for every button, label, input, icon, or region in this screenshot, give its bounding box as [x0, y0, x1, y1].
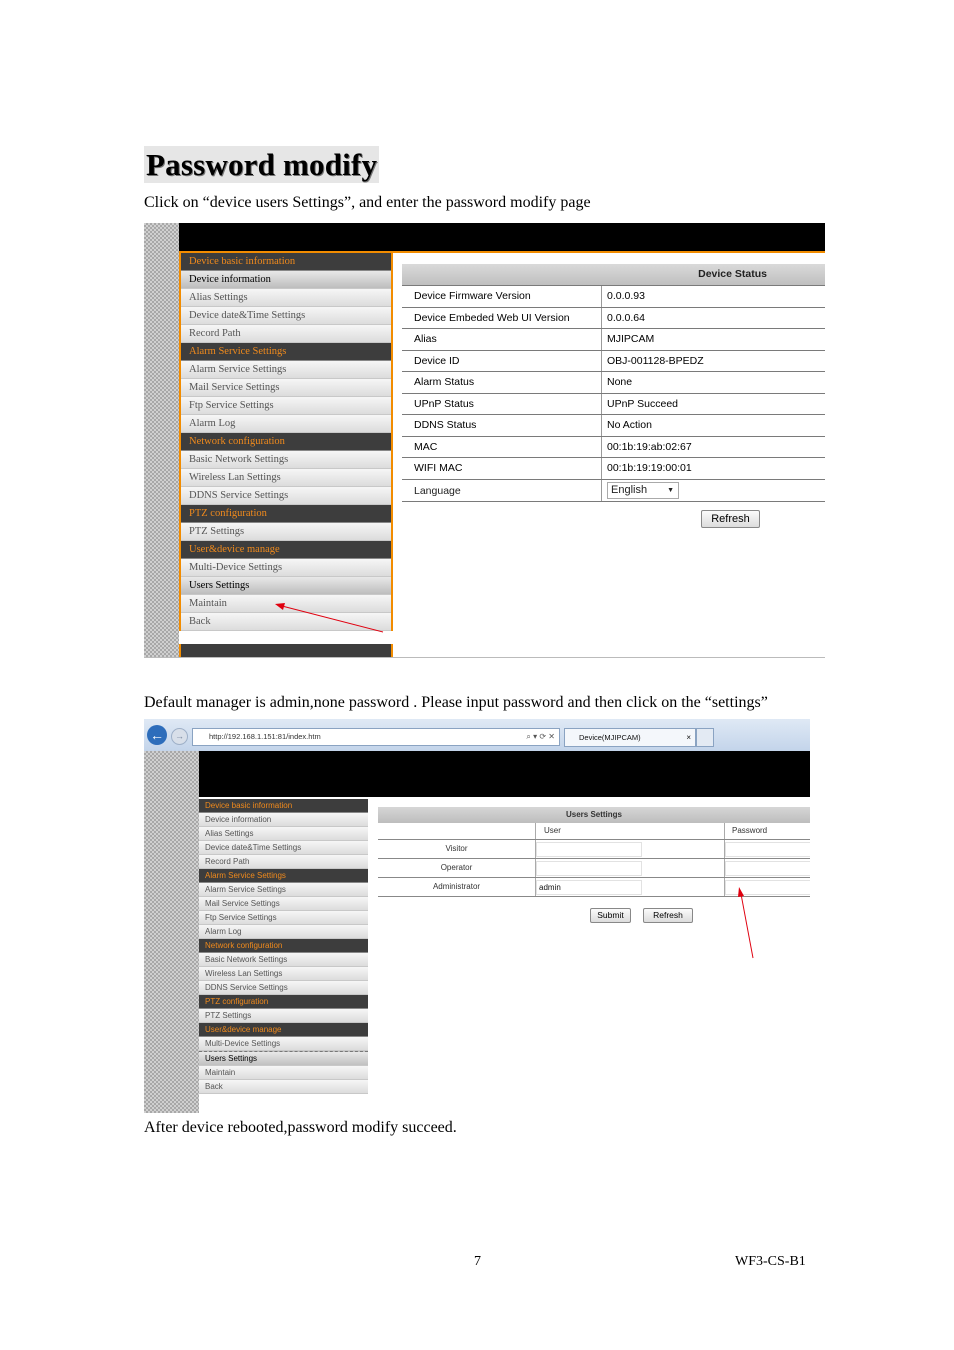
annotation-arrow: [144, 223, 825, 657]
menu-item[interactable]: Wireless Lan Settings: [181, 469, 391, 487]
status-key: DDNS Status: [414, 419, 477, 431]
menu-section-header[interactable]: Network configuration: [181, 433, 391, 451]
status-value: 0.0.0.64: [607, 311, 645, 324]
close-tab-icon[interactable]: ×: [686, 733, 691, 742]
menu-item[interactable]: Multi-Device Settings: [181, 559, 391, 577]
menu-item[interactable]: Alarm Log: [181, 415, 391, 433]
status-title: Device Status: [402, 264, 825, 286]
menu-section-header[interactable]: PTZ configuration: [199, 995, 368, 1009]
menu-item[interactable]: Alarm Service Settings: [199, 883, 368, 897]
menu-item[interactable]: Ftp Service Settings: [181, 397, 391, 415]
menu-item[interactable]: Device date&Time Settings: [181, 307, 391, 325]
after-text: After device rebooted,password modify succeed.: [144, 1119, 457, 1136]
menu-item[interactable]: Alias Settings: [199, 827, 368, 841]
menu-item[interactable]: PTZ Settings: [199, 1009, 368, 1023]
menu-item[interactable]: Multi-Device Settings: [199, 1037, 368, 1051]
search-refresh-stop-icons[interactable]: ⌕ ▾ ⟳ ✕: [526, 732, 555, 741]
intro-text: Click on “device users Settings”, and enter the password modify page: [144, 194, 591, 211]
menu-section-header[interactable]: Alarm Service Settings: [181, 343, 391, 361]
back-arrow-icon[interactable]: ←: [147, 725, 167, 745]
menu-item[interactable]: Mail Service Settings: [199, 897, 368, 911]
status-key: Alarm Status: [414, 376, 475, 388]
menu-section-header[interactable]: User&device manage: [199, 1023, 368, 1037]
users-title: Users Settings: [378, 807, 810, 823]
menu-item[interactable]: Alias Settings: [181, 289, 391, 307]
menu-item[interactable]: Device date&Time Settings: [199, 841, 368, 855]
page-title: Password modify: [146, 147, 378, 182]
forward-arrow-icon[interactable]: →: [171, 728, 188, 745]
menu-section-header[interactable]: Network configuration: [199, 939, 368, 953]
annotation-arrow: [144, 719, 810, 1113]
chevron-down-icon: ▼: [667, 486, 674, 494]
status-value: No Action: [607, 419, 652, 431]
status-value: UPnP Succeed: [607, 397, 679, 410]
user-role: Visitor: [445, 844, 468, 853]
menu-item[interactable]: Record Path: [199, 855, 368, 869]
menu-item[interactable]: DDNS Service Settings: [181, 487, 391, 505]
refresh-button[interactable]: Refresh: [701, 510, 760, 528]
status-key: UPnP Status: [414, 397, 474, 410]
username-input[interactable]: admin: [536, 880, 642, 895]
menu-item[interactable]: PTZ Settings: [181, 523, 391, 541]
menu-item[interactable]: DDNS Service Settings: [199, 981, 368, 995]
status-value: 00:1b:19:19:00:01: [607, 462, 692, 474]
menu-item[interactable]: Device information: [181, 271, 391, 289]
status-key: WIFI MAC: [414, 462, 463, 474]
status-key: Device ID: [414, 354, 460, 367]
refresh-button[interactable]: Refresh: [643, 908, 693, 923]
menu-item[interactable]: Alarm Log: [199, 925, 368, 939]
url-text: http://192.168.1.151:81/index.htm: [209, 732, 321, 741]
status-value: 00:1b:19:ab:02:67: [607, 440, 692, 453]
user-role: Operator: [440, 863, 473, 872]
doc-code: WF3-CS-B1: [735, 1254, 806, 1269]
menu-item[interactable]: Maintain: [199, 1066, 368, 1080]
menu-item[interactable]: Wireless Lan Settings: [199, 967, 368, 981]
status-value: OBJ-001128-BPEDZ: [607, 354, 704, 367]
users-settings-screenshot: [144, 719, 810, 1113]
menu-item[interactable]: Back: [199, 1080, 368, 1094]
col-password: Password: [732, 826, 768, 835]
status-key: Alias: [414, 333, 437, 345]
language-value: English: [611, 483, 648, 496]
menu-item[interactable]: Basic Network Settings: [199, 953, 368, 967]
menu-item[interactable]: Ftp Service Settings: [199, 911, 368, 925]
menu-item[interactable]: Users Settings: [199, 1051, 368, 1066]
col-user: User: [544, 826, 561, 835]
menu-section-header[interactable]: PTZ configuration: [181, 505, 391, 523]
status-value: 0.0.0.93: [607, 290, 645, 302]
menu-item[interactable]: Basic Network Settings: [181, 451, 391, 469]
menu-section-header[interactable]: User&device manage: [181, 541, 391, 559]
status-key: MAC: [414, 440, 438, 453]
menu-item[interactable]: Maintain: [181, 595, 391, 613]
menu-item[interactable]: Record Path: [181, 325, 391, 343]
status-key: Device Embeded Web UI Version: [414, 311, 570, 324]
status-value: None: [607, 376, 633, 388]
menu-item[interactable]: Device information: [199, 813, 368, 827]
menu-item[interactable]: Mail Service Settings: [181, 379, 391, 397]
user-role: Administrator: [432, 882, 481, 891]
default-text: Default manager is admin,none password . Please input password and then click on the “settings”: [144, 694, 768, 711]
status-value: MJIPCAM: [607, 333, 655, 345]
menu-item[interactable]: Back: [181, 613, 391, 631]
tab-title: Device(MJIPCAM): [579, 733, 641, 742]
device-status-screenshot: [144, 223, 825, 658]
status-key: Device Firmware Version: [414, 290, 531, 302]
page-number: 7: [474, 1254, 481, 1269]
menu-section-header[interactable]: Alarm Service Settings: [199, 869, 368, 883]
language-label: Language: [414, 484, 461, 497]
menu-section-header[interactable]: Device basic information: [199, 799, 368, 813]
submit-button[interactable]: Submit: [590, 908, 631, 923]
menu-item[interactable]: Users Settings: [181, 577, 391, 595]
menu-item[interactable]: Alarm Service Settings: [181, 361, 391, 379]
menu-section-header[interactable]: Device basic information: [181, 253, 391, 271]
